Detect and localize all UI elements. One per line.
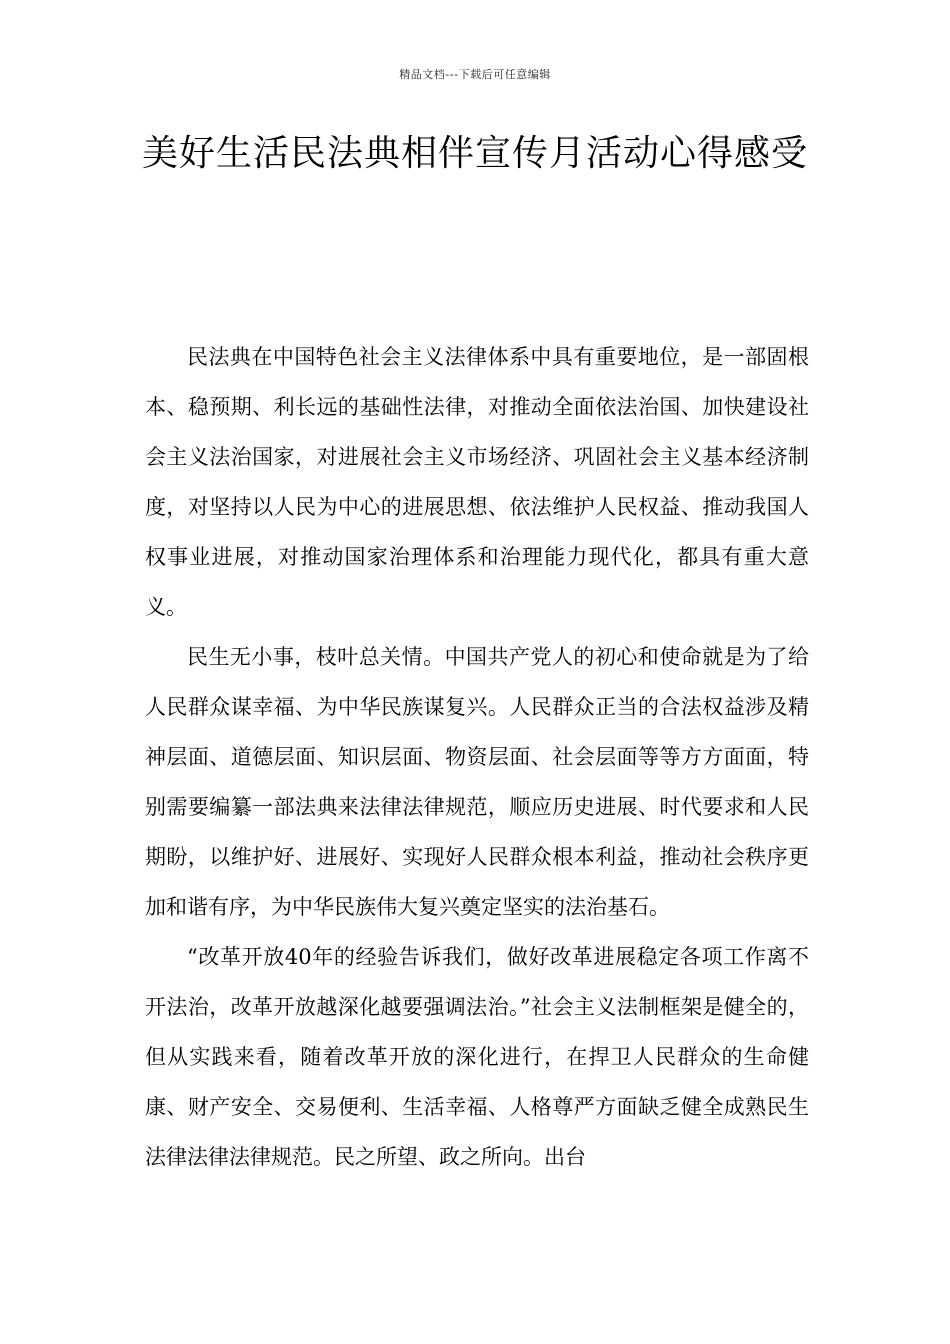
header-note: 精品文档---下载后可任意编辑 [399,68,551,81]
document-body [145,332,809,1182]
paragraph-2: 民生无小事，枝叶总关情。中国共产党人的初心和使命就是为了给人民群众谋幸福、为中华民族谋复兴。人民群众正当的合法权益涉及精神层面、道德层面、知识层面、物资层面、社会层面等等方方面面，特别需要编纂一部法典来法律法律规范，顺应历史进展、时代要求和人民期盼，以维护好、进展好、实现好人民群众根本利益，推动社会秩序更加和谐有序，为中华民族伟大复兴奠定坚实的法治基石。 [145,645,809,919]
document-title: 美好生活民法典相伴宣传月活动心得感受 [141,133,808,174]
paragraph-3: “改革开放40年的经验告诉我们，做好改革进展稳定各项工作离不开法治，改革开放越深化越要强调法治。”社会主义法制框架是健全的，但从实践来看，随着改革开放的深化进行，在捍卫人民群众的生命健康、财产安全、交易便利、生活幸福、人格尊严方面缺乏健全成熟民生法律法律法律规范。民之所望、政之所向。出台 [145,945,809,1169]
paragraph-1: 民法典在中国特色社会主义法律体系中具有重要地位，是一部固根本、稳预期、利长远的基础性法律，对推动全面依法治国、加快建设社会主义法治国家，对进展社会主义市场经济、巩固社会主义基本经济制度，对坚持以人民为中心的进展思想、依法维护人民权益、推动我国人权事业进展，对推动国家治理体系和治理能力现代化，都具有重大意义。 [145,345,809,619]
